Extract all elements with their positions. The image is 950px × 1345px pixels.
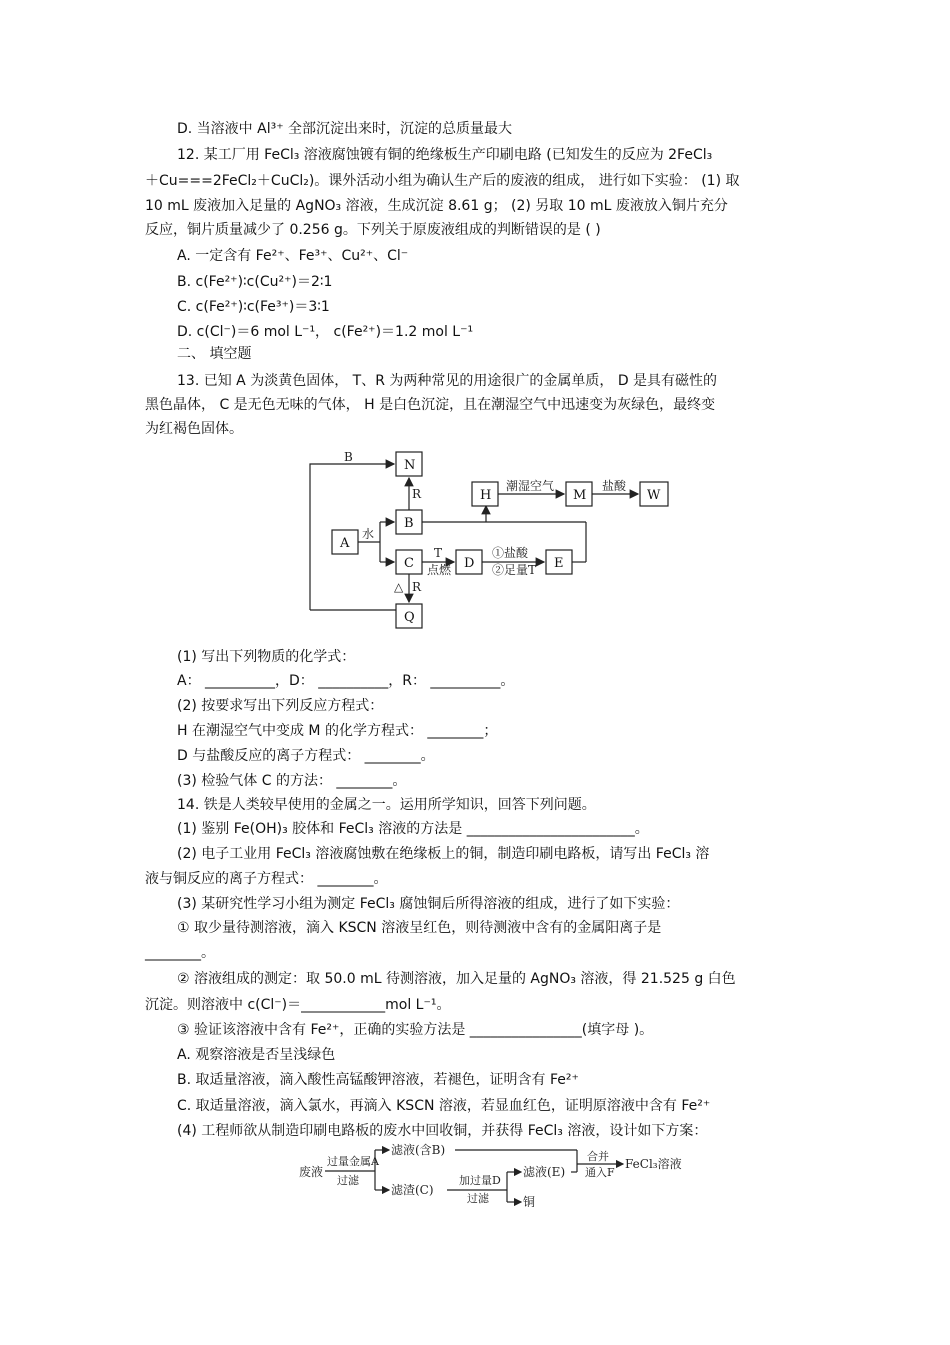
- q12-option-b: B. c(Fe²⁺)∶c(Cu²⁺)＝2∶1: [177, 274, 333, 290]
- svg-text:H: H: [480, 488, 492, 503]
- reaction-flow-diagram: [300, 446, 680, 636]
- q14-stem: 14. 铁是人类较早使用的金属之一。运用所学知识，回答下列问题。: [177, 797, 596, 813]
- label-r-down: R: [412, 580, 422, 594]
- q12-option-d: D. c(Cl⁻)＝6 mol L⁻¹， c(Fe²⁺)＝1.2 mol L⁻¹: [177, 324, 474, 340]
- svg-text:M: M: [573, 488, 587, 503]
- svg-text:E: E: [554, 556, 564, 571]
- q14-option-c: C. 取适量溶液，滴入氯水，再滴入 KSCN 溶液，若显血红色，证明原溶液中含有 Fe²⁺: [177, 1098, 711, 1114]
- label-water: 水: [362, 527, 375, 541]
- label-product: FeCl₃溶液: [625, 1157, 682, 1171]
- q12-option-a: A. 一定含有 Fe²⁺、Fe³⁺、Cu²⁺、Cl⁻: [177, 248, 409, 264]
- svg-text:W: W: [647, 488, 661, 503]
- svg-text:B: B: [404, 516, 414, 531]
- label-pass-f: 通入F: [585, 1166, 615, 1179]
- q13-part1: (1) 写出下列物质的化学式：: [177, 649, 356, 665]
- q14-part3-step1: ① 取少量待测溶液，滴入 KSCN 溶液呈红色，则待测液中含有的金属阳离子是: [177, 920, 662, 936]
- label-heat: △: [394, 580, 404, 594]
- q14-option-b: B. 取适量溶液，滴入酸性高锰酸钾溶液，若褪色，证明含有 Fe²⁺: [177, 1072, 579, 1088]
- q14-part3-step3: ③ 验证该溶液中含有 Fe²⁺，正确的实验方法是 ________________(填字母 )。: [177, 1022, 654, 1038]
- q12-stem-line1: 12. 某工厂用 FeCl₃ 溶液腐蚀镀有铜的绝缘板生产印刷电路 (已知发生的反应为 2FeCl₃: [177, 147, 713, 163]
- label-filtrate-b: 滤液(含B): [391, 1143, 446, 1157]
- label-hcl: 盐酸: [602, 479, 627, 493]
- q14-part3-step2-line1: ② 溶液组成的测定：取 50.0 mL 待测溶液，加入足量的 AgNO₃ 溶液，得 21.525 g 白色: [177, 971, 736, 987]
- label-wet-air: 潮湿空气: [506, 479, 555, 493]
- label-excess-d: 加过量D: [459, 1174, 501, 1187]
- q14-part3: (3) 某研究性学习小组为测定 FeCl₃ 腐蚀铜后所得溶液的组成，进行了如下实验：: [177, 896, 680, 912]
- q14-part2-line1: (2) 电子工业用 FeCl₃ 溶液腐蚀敷在绝缘板上的铜，制造印刷电路板，请写出 FeCl₃ 溶: [177, 846, 710, 862]
- label-waste: 废液: [299, 1165, 324, 1179]
- reaction-flow-svg: [300, 446, 680, 636]
- svg-text:Q: Q: [404, 610, 415, 625]
- q13-part2-d: D 与盐酸反应的离子方程式： ________。: [177, 748, 435, 764]
- q11-option-d: D. 当溶液中 Al³⁺ 全部沉淀出来时，沉淀的总质量最大: [177, 121, 513, 137]
- q13-part2-h: H 在潮湿空气中变成 M 的化学方程式： ________；: [177, 723, 498, 739]
- section-heading: 二、 填空题: [177, 346, 252, 362]
- q12-option-c: C. c(Fe²⁺)∶c(Fe³⁺)＝3∶1: [177, 299, 330, 315]
- label-excess-metal-a: 过量金属A: [327, 1155, 379, 1168]
- q14-part2-line2: 液与铜反应的离子方程式： ________。: [145, 871, 388, 887]
- q14-part1: (1) 鉴别 Fe(OH)₃ 胶体和 FeCl₃ 溶液的方法是 ________________________。: [177, 821, 649, 837]
- q13-stem-line1: 13. 已知 A 为淡黄色固体， T、R 为两种常见的用途很广的金属单质， D 是具有磁性的: [177, 373, 718, 389]
- q12-stem-line3: 10 mL 废液加入足量的 AgNO₃ 溶液，生成沉淀 8.61 g； (2) 另取 10 mL 废液放入铜片充分: [145, 198, 728, 214]
- label-hcl-step: ①盐酸: [492, 546, 529, 560]
- label-merge: 合并: [587, 1150, 609, 1163]
- label-copper: 铜: [523, 1195, 536, 1209]
- label-ignite: 点燃: [427, 563, 452, 577]
- label-excess-t: ②足量T: [492, 563, 537, 577]
- label-b-top: B: [344, 450, 353, 464]
- q14-part3-step2-line2: 沉淀。则溶液中 c(Cl⁻)＝____________mol L⁻¹。: [145, 997, 451, 1013]
- q13-part3: (3) 检验气体 C 的方法： ________。: [177, 773, 407, 789]
- label-r-up: R: [412, 487, 422, 501]
- svg-text:D: D: [464, 556, 475, 571]
- label-filter-2: 过滤: [467, 1192, 489, 1205]
- svg-text:C: C: [404, 556, 414, 571]
- q14-part4: (4) 工程师欲从制造印刷电路板的废水中回收铜，并获得 FeCl₃ 溶液，设计如下方案：: [177, 1123, 708, 1139]
- label-t: T: [434, 546, 443, 560]
- q12-stem-line4: 反应，铜片质量减少了 0.256 g。下列关于原废液组成的判断错误的是 ( ): [145, 222, 601, 238]
- svg-text:N: N: [404, 458, 416, 473]
- q13-part2: (2) 按要求写出下列反应方程式：: [177, 698, 384, 714]
- label-filter-1: 过滤: [337, 1174, 359, 1187]
- q13-part1-blanks: A： __________，D： __________，R： __________。: [177, 673, 515, 689]
- q14-part3-step1-blank: ________。: [145, 945, 215, 961]
- label-residue-c: 滤渣(C): [391, 1183, 434, 1197]
- copper-recovery-diagram: [295, 1140, 695, 1212]
- copper-recovery-svg: [295, 1140, 695, 1212]
- q12-stem-line2: ＋Cu===2FeCl₂＋CuCl₂)。课外活动小组为确认生产后的废液的组成， 进行如下实验： (1) 取: [145, 173, 740, 189]
- q14-option-a: A. 观察溶液是否呈浅绿色: [177, 1047, 336, 1063]
- q13-stem-line2: 黑色晶体， C 是无色无味的气体， H 是白色沉淀，且在潮湿空气中迅速变为灰绿色，最终变: [145, 397, 716, 413]
- q13-stem-line3: 为红褐色固体。: [145, 421, 243, 437]
- svg-text:A: A: [340, 536, 350, 551]
- label-filtrate-e: 滤液(E): [523, 1165, 566, 1179]
